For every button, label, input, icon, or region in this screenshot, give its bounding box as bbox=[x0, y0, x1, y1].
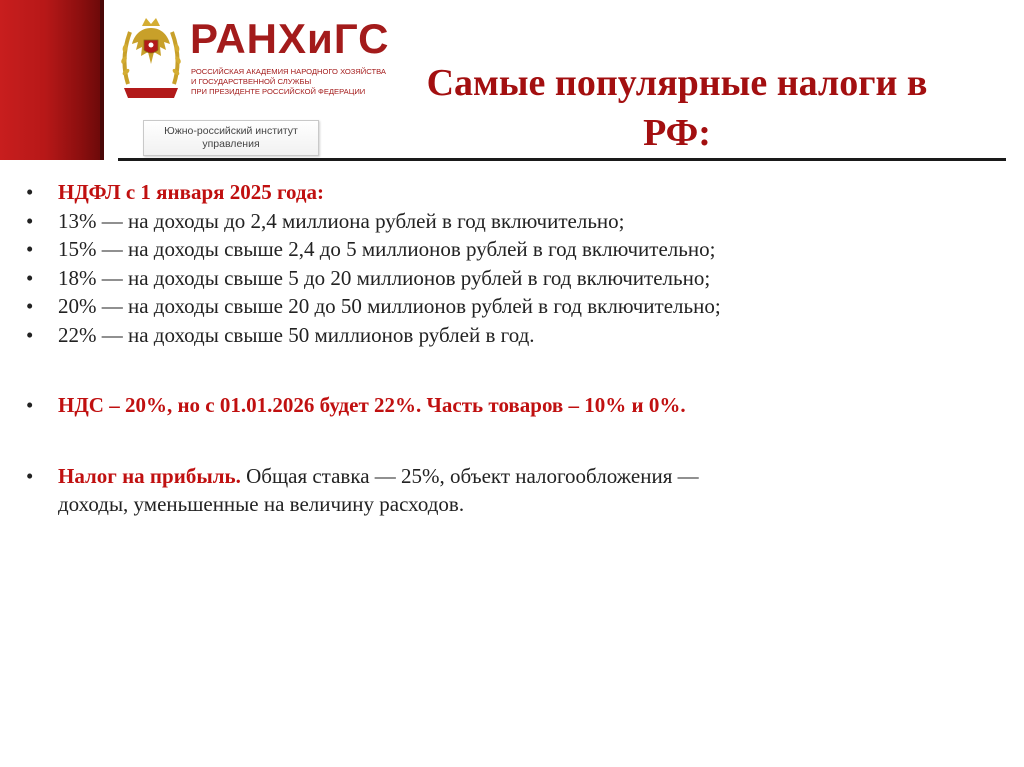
brand-name: РАНХиГС bbox=[190, 15, 390, 62]
bullet: • bbox=[26, 294, 34, 318]
brand-subtitle bbox=[191, 67, 386, 97]
double-headed-eagle-emblem-icon bbox=[118, 14, 184, 106]
title-line: Самые популярные налоги в bbox=[426, 62, 928, 104]
ranepa-logo bbox=[118, 14, 390, 114]
page-title bbox=[362, 58, 992, 158]
ndfl-rate-text: 18% — на доходы свыше 5 до 20 миллионов рублей в год включительно; bbox=[58, 265, 711, 290]
bullet: • bbox=[26, 180, 34, 204]
profit-tax-text-line2: доходы, уменьшенные на величину расходов. bbox=[58, 492, 465, 516]
list-item-nds bbox=[22, 391, 1012, 420]
bullet: • bbox=[26, 393, 34, 417]
decorative-dark-strip bbox=[100, 0, 104, 160]
bullet: • bbox=[26, 265, 34, 290]
title-line: РФ: bbox=[643, 112, 711, 154]
list-item-profit-tax bbox=[22, 462, 1012, 519]
list-item-ndfl-rate bbox=[22, 207, 1012, 236]
brand-subtitle-line: ПРИ ПРЕЗИДЕНТЕ РОССИЙСКОЙ ФЕДЕРАЦИИ bbox=[191, 87, 366, 96]
brand-subtitle-line: И ГОСУДАРСТВЕННОЙ СЛУЖБЫ bbox=[191, 77, 312, 86]
tax-list bbox=[22, 178, 1012, 519]
ndfl-rate-text: 15% — на доходы свыше 2,4 до 5 миллионов рублей в год включительно; bbox=[58, 237, 716, 261]
list-item-ndfl-rate bbox=[22, 321, 1012, 350]
ndfl-heading: НДФЛ с 1 января 2025 года: bbox=[58, 180, 325, 204]
nds-text: НДС – 20%, но с 01.01.2026 будет 22%. Часть товаров – 10% и 0%. bbox=[58, 393, 686, 417]
list-item-ndfl-heading bbox=[22, 178, 1012, 207]
ndfl-rate-text: 13% — на доходы до 2,4 миллиона рублей в год включительно; bbox=[58, 208, 625, 233]
profit-tax-heading: Налог на прибыль. bbox=[58, 463, 241, 488]
bullet: • bbox=[26, 322, 34, 347]
ndfl-rate-text: 22% — на доходы свыше 50 миллионов рублей в год. bbox=[58, 322, 535, 347]
bullet: • bbox=[26, 237, 34, 261]
institute-label bbox=[143, 120, 319, 156]
bullet: • bbox=[26, 208, 34, 233]
bullet: • bbox=[26, 463, 34, 488]
list-item-ndfl-rate bbox=[22, 235, 1012, 264]
profit-tax-text: Общая ставка — 25%, объект налогообложения — bbox=[240, 463, 699, 488]
list-item-ndfl-rate bbox=[22, 292, 1012, 321]
institute-line: управления bbox=[202, 138, 260, 150]
brand-subtitle-line: РОССИЙСКАЯ АКАДЕМИЯ НАРОДНОГО ХОЗЯЙСТВА bbox=[191, 67, 386, 76]
list-item-ndfl-rate bbox=[22, 264, 1012, 293]
decorative-red-bar bbox=[0, 0, 100, 160]
institute-line: Южно-российский институт bbox=[164, 125, 298, 137]
spacer bbox=[22, 349, 1012, 391]
ndfl-rate-text: 20% — на доходы свыше 20 до 50 миллионов рублей в год включительно; bbox=[58, 294, 721, 318]
spacer bbox=[22, 420, 1012, 462]
title-divider bbox=[118, 158, 1006, 161]
